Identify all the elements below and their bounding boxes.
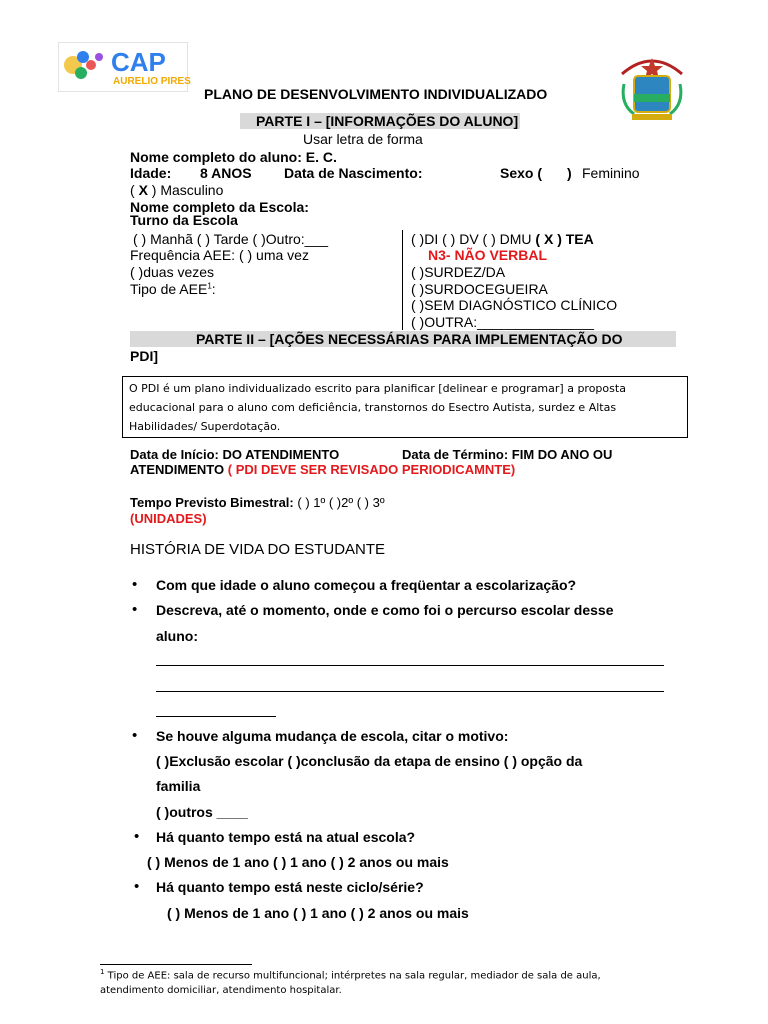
part2-heading-2: PDI]	[130, 348, 158, 364]
aee-type-label: Tipo de AEE	[130, 281, 208, 297]
n3-level: N3- NÃO VERBAL	[428, 247, 548, 263]
shift-options: ( ) Manhã ( ) Tarde ( )Outro:___	[133, 231, 329, 247]
bimestral-label: Tempo Previsto Bimestral:	[130, 495, 294, 510]
review-note: ( PDI DEVE SER REVISADO PERIODICAMNTE)	[227, 462, 516, 477]
sex-label: Sexo (	[500, 165, 543, 181]
bullet-1: •	[132, 576, 138, 593]
aee-type-colon: :	[211, 281, 216, 297]
units-label: (UNIDADES)	[130, 511, 207, 526]
answer-line-2	[156, 691, 664, 692]
student-name: Nome completo do aluno: E. C.	[130, 149, 337, 165]
bullet-4: •	[134, 828, 140, 845]
history-title: HISTÓRIA DE VIDA DO ESTUDANTE	[130, 541, 386, 558]
bullet-5: •	[134, 878, 140, 895]
bimestral-options: ( ) 1º ( )2º ( ) 3º	[297, 495, 385, 510]
logo-subtitle: AURELIO PIRES	[113, 76, 191, 87]
question-2: Descreva, até o momento, onde e como foi o percurso escolar desse	[156, 602, 614, 618]
question-3: Se houve alguma mudança de escola, citar o motivo:	[156, 728, 509, 744]
footnote-line2: atendimento domiciliar, atendimento hospitalar.	[100, 985, 342, 996]
start-date	[130, 447, 339, 462]
shift-label: Turno da Escola	[130, 212, 238, 228]
start-date-label: Data de Início	[130, 447, 215, 462]
age-label: Idade:	[130, 165, 172, 181]
bullet-2: •	[132, 601, 138, 618]
footnote-text: Tipo de AEE: sala de recurso multifuncional; intérpretes na sala regular, mediador de sala de aula,	[107, 970, 601, 982]
pdi-definition-box: O PDI é um plano individualizado escrito para planificar [delinear e programar] a proposta educacional para o aluno com deficiência, transtornos do Esectro Autista, surdez e Altas Habilidades/ Superdotação.	[122, 376, 688, 438]
question-3-options: ( )Exclusão escolar ( )conclusão da etapa de ensino ( ) opção da	[156, 753, 583, 769]
male-prefix: (	[130, 182, 135, 198]
question-1: Com que idade o aluno começou a freqüentar a escolarização?	[156, 577, 577, 593]
footnote-mark: 1	[100, 968, 105, 976]
male-option	[130, 182, 223, 198]
question-4-options: ( ) Menos de 1 ano ( ) 1 ano ( ) 2 anos ou mais	[147, 854, 449, 870]
option-surdocegueira: ( )SURDOCEGUEIRA	[411, 281, 548, 297]
option-outra: ( )OUTRA:_______________	[411, 314, 594, 330]
footnote-separator	[100, 964, 252, 965]
aee-type	[130, 281, 216, 297]
disability-options: ( )DI ( ) DV ( ) DMU	[411, 231, 532, 247]
aee-frequency-2: ( )duas vezes	[130, 264, 215, 280]
bimestral-line	[130, 495, 385, 510]
female-option: Feminino	[582, 165, 640, 181]
male-label: ) Masculino	[151, 182, 224, 198]
question-4: Há quanto tempo está na atual escola?	[156, 829, 416, 845]
cap-logo	[58, 42, 191, 92]
part1-heading: PARTE I – [INFORMAÇÕES DO ALUNO]	[240, 113, 520, 129]
sex-close: )	[567, 165, 572, 181]
seal-graphic	[614, 48, 690, 124]
logo-brand: CAP	[111, 47, 166, 77]
part2-heading: PARTE II – [AÇÕES NECESSÁRIAS PARA IMPLEMENTAÇÃO DO	[130, 331, 676, 347]
answer-line-1	[156, 665, 664, 666]
atendimento-label: ATENDIMENTO	[130, 462, 225, 477]
footnote-line1	[100, 968, 601, 981]
aee-frequency: Frequência AEE: ( ) uma vez	[130, 247, 309, 263]
question-2-cont: aluno:	[156, 628, 198, 644]
question-5: Há quanto tempo está neste ciclo/série?	[156, 879, 424, 895]
atendimento-line	[130, 462, 515, 477]
option-sem-diagnostico: ( )SEM DIAGNÓSTICO CLÍNICO	[411, 297, 618, 313]
male-mark: X	[138, 182, 148, 198]
birth-label: Data de Nascimento:	[284, 165, 423, 181]
bullet-3: •	[132, 727, 138, 744]
column-divider	[402, 230, 403, 330]
answer-line-3	[156, 716, 276, 717]
instruction-text: Usar letra de forma	[303, 131, 423, 147]
tea-selected: ( X ) TEA	[535, 231, 594, 247]
start-date-value: : DO ATENDIMENTO	[214, 447, 340, 462]
age-value: 8 ANOS	[200, 165, 252, 181]
document-title: PLANO DE DESENVOLVIMENTO INDIVIDUALIZADO	[204, 86, 548, 102]
question-3-options-2: familia	[156, 778, 201, 794]
aee-type-footnote-mark: 1	[207, 281, 212, 291]
disability-line1	[411, 231, 594, 247]
state-seal	[614, 48, 690, 124]
question-5-options: ( ) Menos de 1 ano ( ) 1 ano ( ) 2 anos ou mais	[167, 905, 469, 921]
end-date: Data de Término: FIM DO ANO OU	[402, 447, 613, 462]
question-3-options-3: ( )outros ____	[156, 804, 248, 820]
option-surdez: ( )SURDEZ/DA	[411, 264, 506, 280]
school-label: Nome completo da Escola:	[130, 199, 309, 215]
